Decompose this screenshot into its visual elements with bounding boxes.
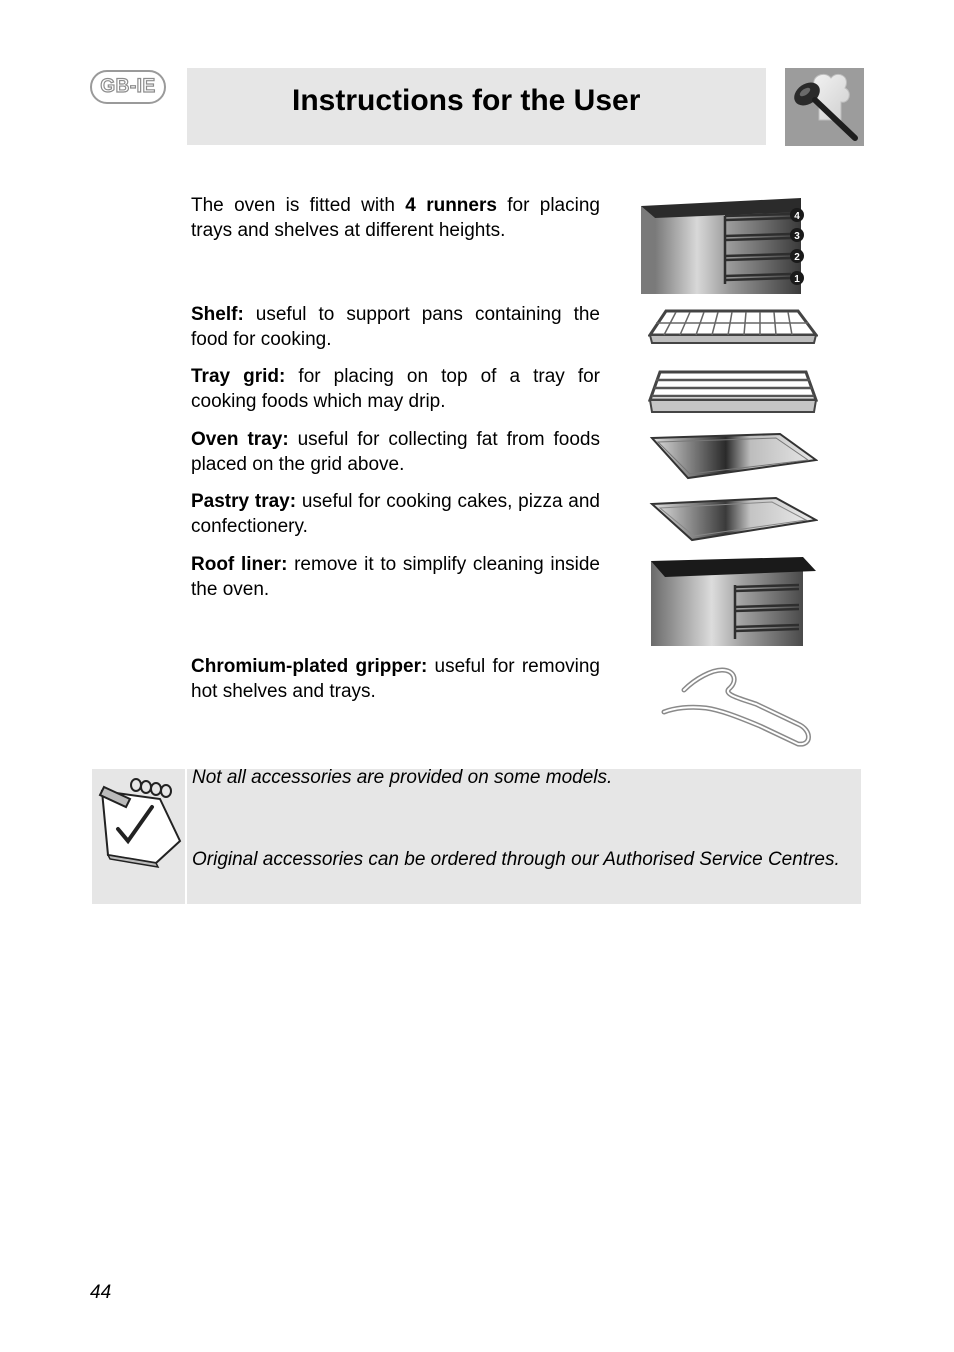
accessory-term: Pastry tray: <box>191 491 297 512</box>
runner-number: 4 <box>794 211 800 222</box>
accessory-shelf <box>191 302 600 352</box>
accessory-description: useful to support pans containing the food for cooking. <box>191 304 600 350</box>
accessory-description: useful for collecting fat from foods placed on the grid above. <box>191 429 600 475</box>
gripper-image <box>660 664 815 752</box>
runner-number: 3 <box>794 231 800 242</box>
runner-number: 1 <box>794 274 800 285</box>
accessory-pastry-tray <box>191 489 600 539</box>
accessory-description: for placing on top of a tray for cooking foods which may drip. <box>191 366 600 412</box>
language-badge: GB-IE <box>90 70 166 104</box>
accessory-term: Tray grid: <box>191 366 286 387</box>
tray-grid-image <box>648 366 818 420</box>
intro-paragraph: The oven is fitted with 4 runners for placing trays and shelves at different heights. <box>191 195 600 241</box>
notepad-check-icon <box>92 769 185 904</box>
roof-liner-image <box>651 557 816 646</box>
page-title: Instructions for the User <box>292 84 641 117</box>
note-line-1: Not all accessories are provided on some models. <box>192 767 613 788</box>
chef-spoon-icon <box>785 68 864 146</box>
accessory-term: Oven tray: <box>191 429 289 450</box>
shelf-image <box>648 307 818 359</box>
accessory-description: useful for removing hot shelves and trays. <box>191 656 600 702</box>
accessory-term: Roof liner: <box>191 554 288 575</box>
accessory-term: Chromium-plated gripper: <box>191 656 428 677</box>
accessory-term: Shelf: <box>191 304 244 325</box>
oven-tray-image <box>648 430 818 484</box>
accessory-roof-liner <box>191 552 600 602</box>
accessory-description: remove it to simplify cleaning inside the oven. <box>191 554 600 600</box>
pastry-tray-image <box>648 494 818 546</box>
accessory-gripper <box>191 654 600 704</box>
accessory-description: useful for cooking cakes, pizza and confectionery. <box>191 491 600 537</box>
accessory-oven-tray <box>191 427 600 477</box>
oven-runners-image <box>641 198 806 294</box>
note-icon-cell <box>92 769 185 904</box>
accessory-tray-grid <box>191 364 600 414</box>
note-line-2: Original accessories can be ordered through our Authorised Service Centres. <box>192 849 840 870</box>
page-number: 44 <box>90 1282 112 1303</box>
runner-number: 2 <box>794 252 800 263</box>
